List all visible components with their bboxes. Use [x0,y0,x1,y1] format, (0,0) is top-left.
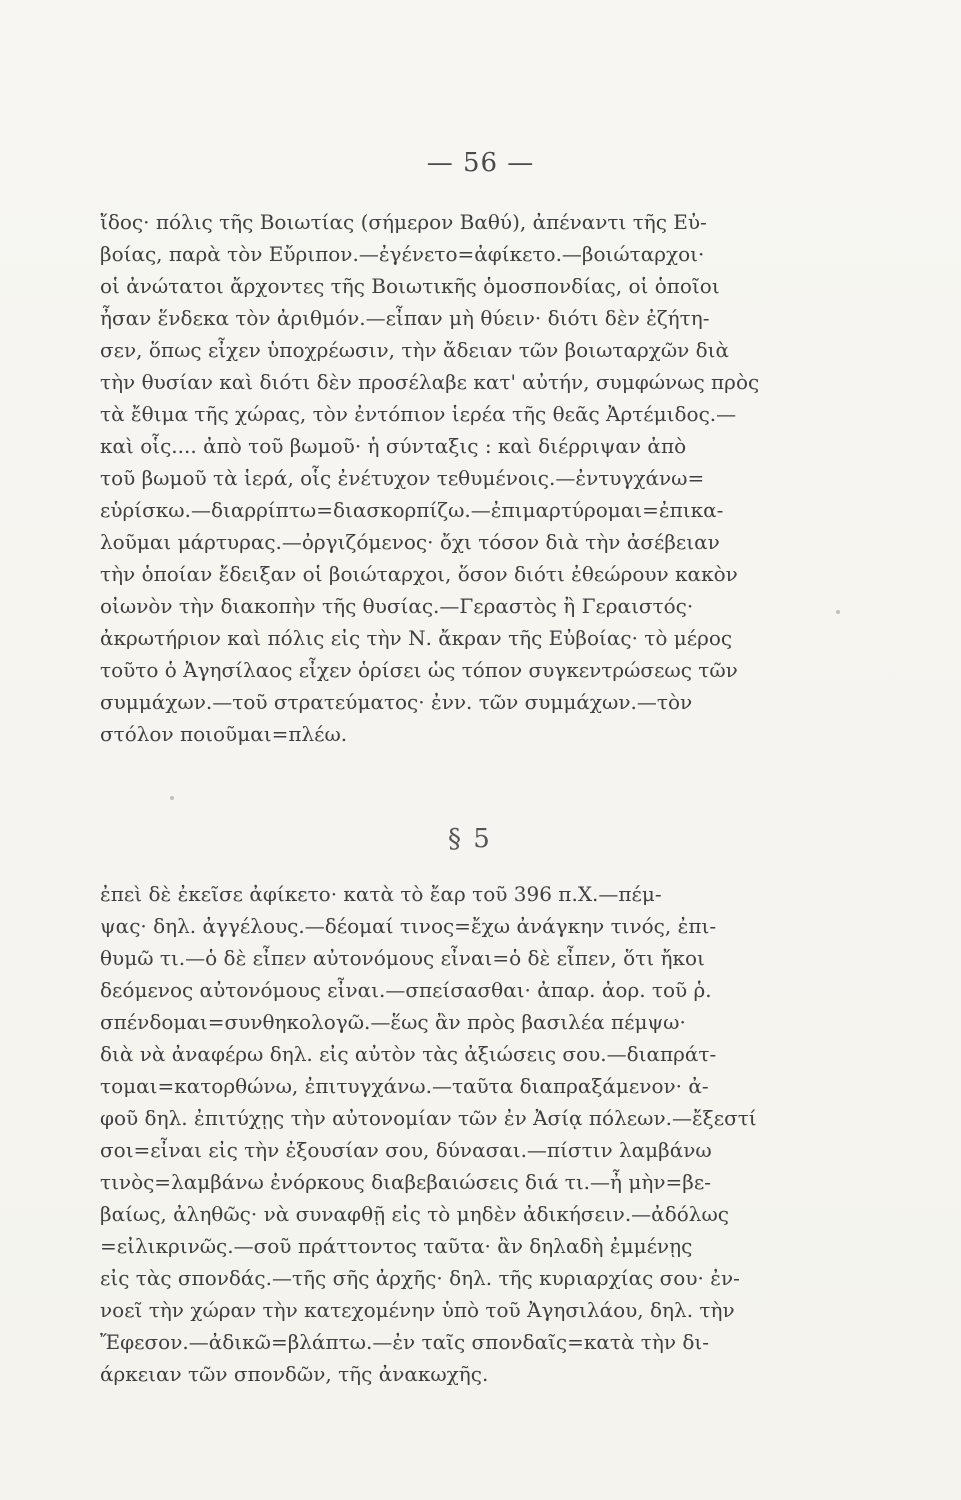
text-line: σεν, ὅπως εἶχεν ὑποχρέωσιν, τὴν ἄδειαν τῶν βοιωταρχῶν διὰ [100,338,730,362]
text-line: τοῦ βωμοῦ τὰ ἱερά, οἷς ἐνέτυχον τεθυμένοις.—ἐντυγχάνω= [100,466,705,490]
text-line: Ἔφεσον.—ἀδικῶ=βλάπτω.—ἐν ταῖς σπονδαῖς=κατὰ τὴν δι- [100,1330,710,1354]
text-line: νοεῖ τὴν χώραν τὴν κατεχομένην ὑπὸ τοῦ Ἀγησιλάου, δηλ. τὴν [100,1298,735,1322]
text-line: ψας· δηλ. ἀγγέλους.—δέομαί τινος=ἔχω ἀνάγκην τινός, ἐπι- [100,914,717,938]
text-line: ἦσαν ἕνδεκα τὸν ἀριθμόν.—εἶπαν μὴ θύειν· διότι δὲν ἐζήτη- [100,306,710,330]
text-line: φοῦ δηλ. ἐπιτύχῃς τὴν αὐτονομίαν τῶν ἐν Ἀσίᾳ πόλεων.—ἔξεστί [100,1106,757,1130]
text-line: θυμῶ τι.—ὁ δὲ εἶπεν αὐτονόμους εἶναι=ὁ δὲ εἶπεν, ὅτι ἤκοι [100,946,705,970]
text-line: τὴν ὁποίαν ἔδειξαν οἱ βοιώταρχοι, ὅσον διότι ἐθεώρουν κακὸν [100,562,738,586]
text-line: διὰ νὰ ἀναφέρω δηλ. εἰς αὐτὸν τὰς ἀξιώσεις σου.—διαπράτ- [100,1042,717,1066]
text-line: ἀκρωτήριον καὶ πόλις εἰς τὴν Ν. ἄκραν τῆς Εὐβοίας· τὸ μέρος [100,626,733,650]
text-line: άρκειαν τῶν σπονδῶν, τῆς ἀνακωχῆς. [100,1362,489,1386]
text-line: στόλον ποιοῦμαι=πλέω. [100,722,348,746]
text-line: εἰς τὰς σπονδάς.—τῆς σῆς ἀρχῆς· δηλ. τῆς κυριαρχίας σου· ἐν- [100,1266,740,1290]
text-line: ἴδος· πόλις τῆς Βοιωτίας (σήμερον Βαθύ), ἀπέναντι τῆς Εὐ- [100,210,707,234]
text-line: τοῦτο ὁ Ἀγησίλαος εἶχεν ὁρίσει ὡς τόπον συγκεντρώσεως τῶν [100,658,738,682]
commentary-block-2 [100,878,860,1390]
text-line: λοῦμαι μάρτυρας.—ὀργιζόμενος· ὄχι τόσον διὰ τὴν ἀσέβειαν [100,530,720,554]
section-mark: § 5 [448,824,492,854]
text-line: ἐπεὶ δὲ ἐκεῖσε ἀφίκετο· κατὰ τὸ ἔαρ τοῦ 396 π.Χ.—πέμ- [100,882,662,906]
text-line: συμμάχων.—τοῦ στρατεύματος· ἐνν. τῶν συμμάχων.—τὸν [100,690,693,714]
text-line: σοι=εἶναι εἰς τὴν ἐξουσίαν σου, δύνασαι.—πίστιν λαμβάνω [100,1138,712,1162]
text-line: σπένδομαι=συνθηκολογῶ.—ἕως ἂν πρὸς βασιλέα πέμψω· [100,1010,686,1034]
text-line: τὰ ἔθιμα τῆς χώρας, τὸν ἐντόπιον ἱερέα τῆς θεᾶς Ἀρτέμιδος.— [100,402,737,426]
text-line: οἱ ἀνώτατοι ἄρχοντες τῆς Βοιωτικῆς ὁμοσπονδίας, οἱ ὁποῖοι [100,274,720,298]
print-speck [170,796,174,800]
page-number: — 56 — [426,148,535,178]
text-line: δεόμενος αὐτονόμους εἶναι.—σπείσασθαι· ἀπαρ. ἀορ. τοῦ ῥ. [100,978,712,1002]
text-line: οἰωνὸν τὴν διακοπὴν τῆς θυσίας.—Γεραστὸς ἢ Γεραιστός· [100,594,694,618]
text-line: τὴν θυσίαν καὶ διότι δὲν προσέλαβε κατ' αὐτήν, συμφώνως πρὸς [100,370,760,394]
text-line: βοίας, παρὰ τὸν Εὔριπον.—ἐγένετο=ἀφίκετο.—βοιώταρχοι· [100,242,705,266]
text-line: =εἰλικρινῶς.—σοῦ πράττοντος ταῦτα· ἂν δηλαδὴ ἐμμένῃς [100,1234,693,1258]
text-line: βαίως, ἀληθῶς· νὰ συναφθῇ εἰς τὸ μηδὲν ἀδικήσειν.—ἀδόλως [100,1202,729,1226]
commentary-block-1 [100,206,860,750]
text-line: τομαι=κατορθώνω, ἐπιτυγχάνω.—ταῦτα διαπραξάμενον· ἀ- [100,1074,709,1098]
text-line: καὶ οἷς.... ἀπὸ τοῦ βωμοῦ· ἡ σύνταξις : καὶ διέρριψαν ἀπὸ [100,434,687,458]
text-line: τινὸς=λαμβάνω ἐνόρκους διαβεβαιώσεις διά τι.—ἦ μὴν=βε- [100,1170,711,1194]
text-line: εὑρίσκω.—διαρρίπτω=διασκορπίζω.—ἐπιμαρτύρομαι=ἐπικα- [100,498,724,522]
print-speck [836,610,840,614]
